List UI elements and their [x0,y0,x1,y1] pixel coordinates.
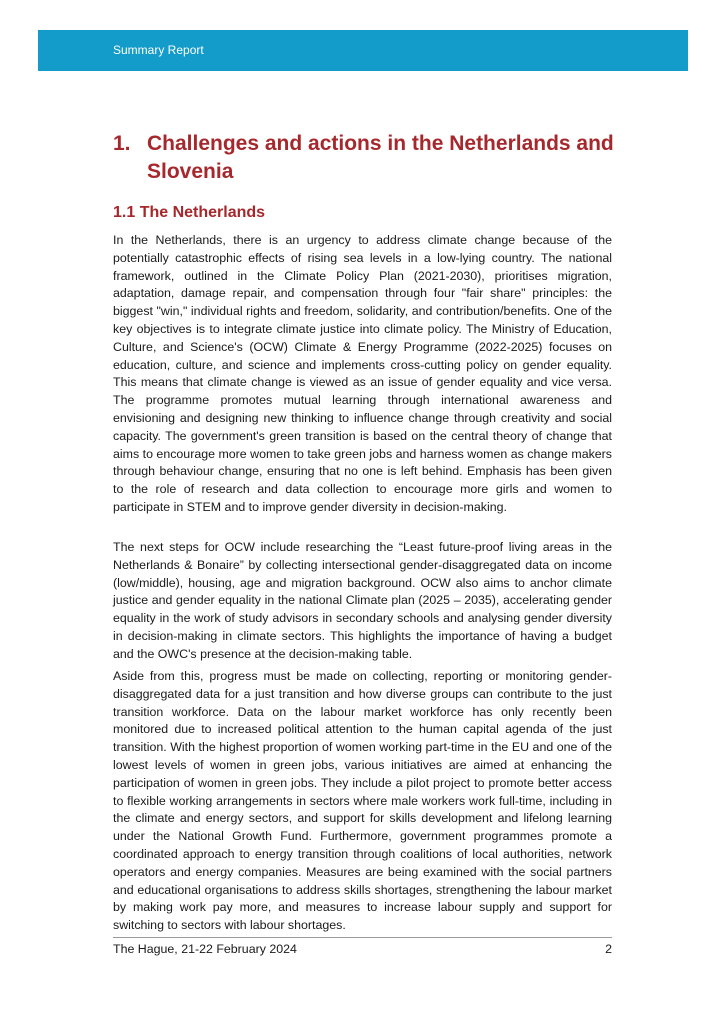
banner-label: Summary Report [113,43,204,57]
paragraph-1: In the Netherlands, there is an urgency to address climate change because of the potentially catastrophic effects of rising sea levels in a low-lying country. The national framework, outlined in the Climate Policy Plan (2021-2030), prioritises migration, adaptation, damage repair, and compensation through four "fair share" principles: the biggest "win," individual rights and freedom, solidarity, and contribution/benefits. One of the key objectives is to integrate climate justice into climate policy. The Ministry of Education, Culture, and Science's (OCW) Climate & Energy Programme (2022-2025) focuses on education, culture, and science and implements cross-cutting policy on gender equality. This means that climate change is viewed as an issue of gender equality and vice versa. The programme promotes mutual learning through international awareness and envisioning and designing new thinking to influence change through creativity and social capacity. The government's green transition is based on the central theory of change that aims to encourage more women to take green jobs and harness women as change makers through behaviour change, ensuring that no one is left behind. Emphasis has been given to the role of research and data collection to encourage more girls and women to participate in STEM and to improve gender diversity in decision-making. [113,233,612,514]
paragraph-2: The next steps for OCW include researching the “Least future-proof living areas in the Netherlands & Bonaire” by collecting intersectional gender-disaggregated data on income (low/middle), housing, age and migration background. OCW also aims to anchor climate justice and gender equality in the national Climate plan (2025 – 2035), accelerating gender equality in the work of study advisors in secondary schools and analysing gender diversity in decision-making in climate sectors. This highlights the importance of having a budget and the OWC's presence at the decision-making table. [113,540,612,661]
section-heading [113,130,633,186]
paragraph-3: Aside from this, progress must be made on collecting, reporting or monitoring gender-disaggregated data for a just transition and how diverse groups can contribute to the just transition workforce. Data on the labour market workforce has only recently been monitored due to increased political attention to the human capital agenda of the just transition. With the highest proportion of women working part-time in the EU and one of the lowest levels of women in green jobs, various initiatives are aimed at enhancing the participation of women in green jobs. They include a pilot project to promote better access to flexible working arrangements in sectors where male workers work full-time, including in the climate and energy sectors, and support for skills development and lifelong learning under the National Growth Fund. Furthermore, government programmes promote a coordinated approach to energy transition through coalitions of local authorities, network operators and energy companies. Measures are being examined with the social partners and educational organisations to address skills shortages, strengthening the labour market by making work pay more, and measures to increase labour supply and support for switching to sectors with labour shortages. [113,669,612,933]
section-number: 1. [113,132,131,155]
header-banner [38,30,688,71]
page-number: 2 [605,942,612,956]
subsection-heading: 1.1 The Netherlands [113,204,266,221]
footer-location-date: The Hague, 21-22 February 2024 [113,942,297,956]
footer-divider [113,937,612,938]
section-title: Challenges and actions in the Netherlands and Slovenia [147,132,614,183]
